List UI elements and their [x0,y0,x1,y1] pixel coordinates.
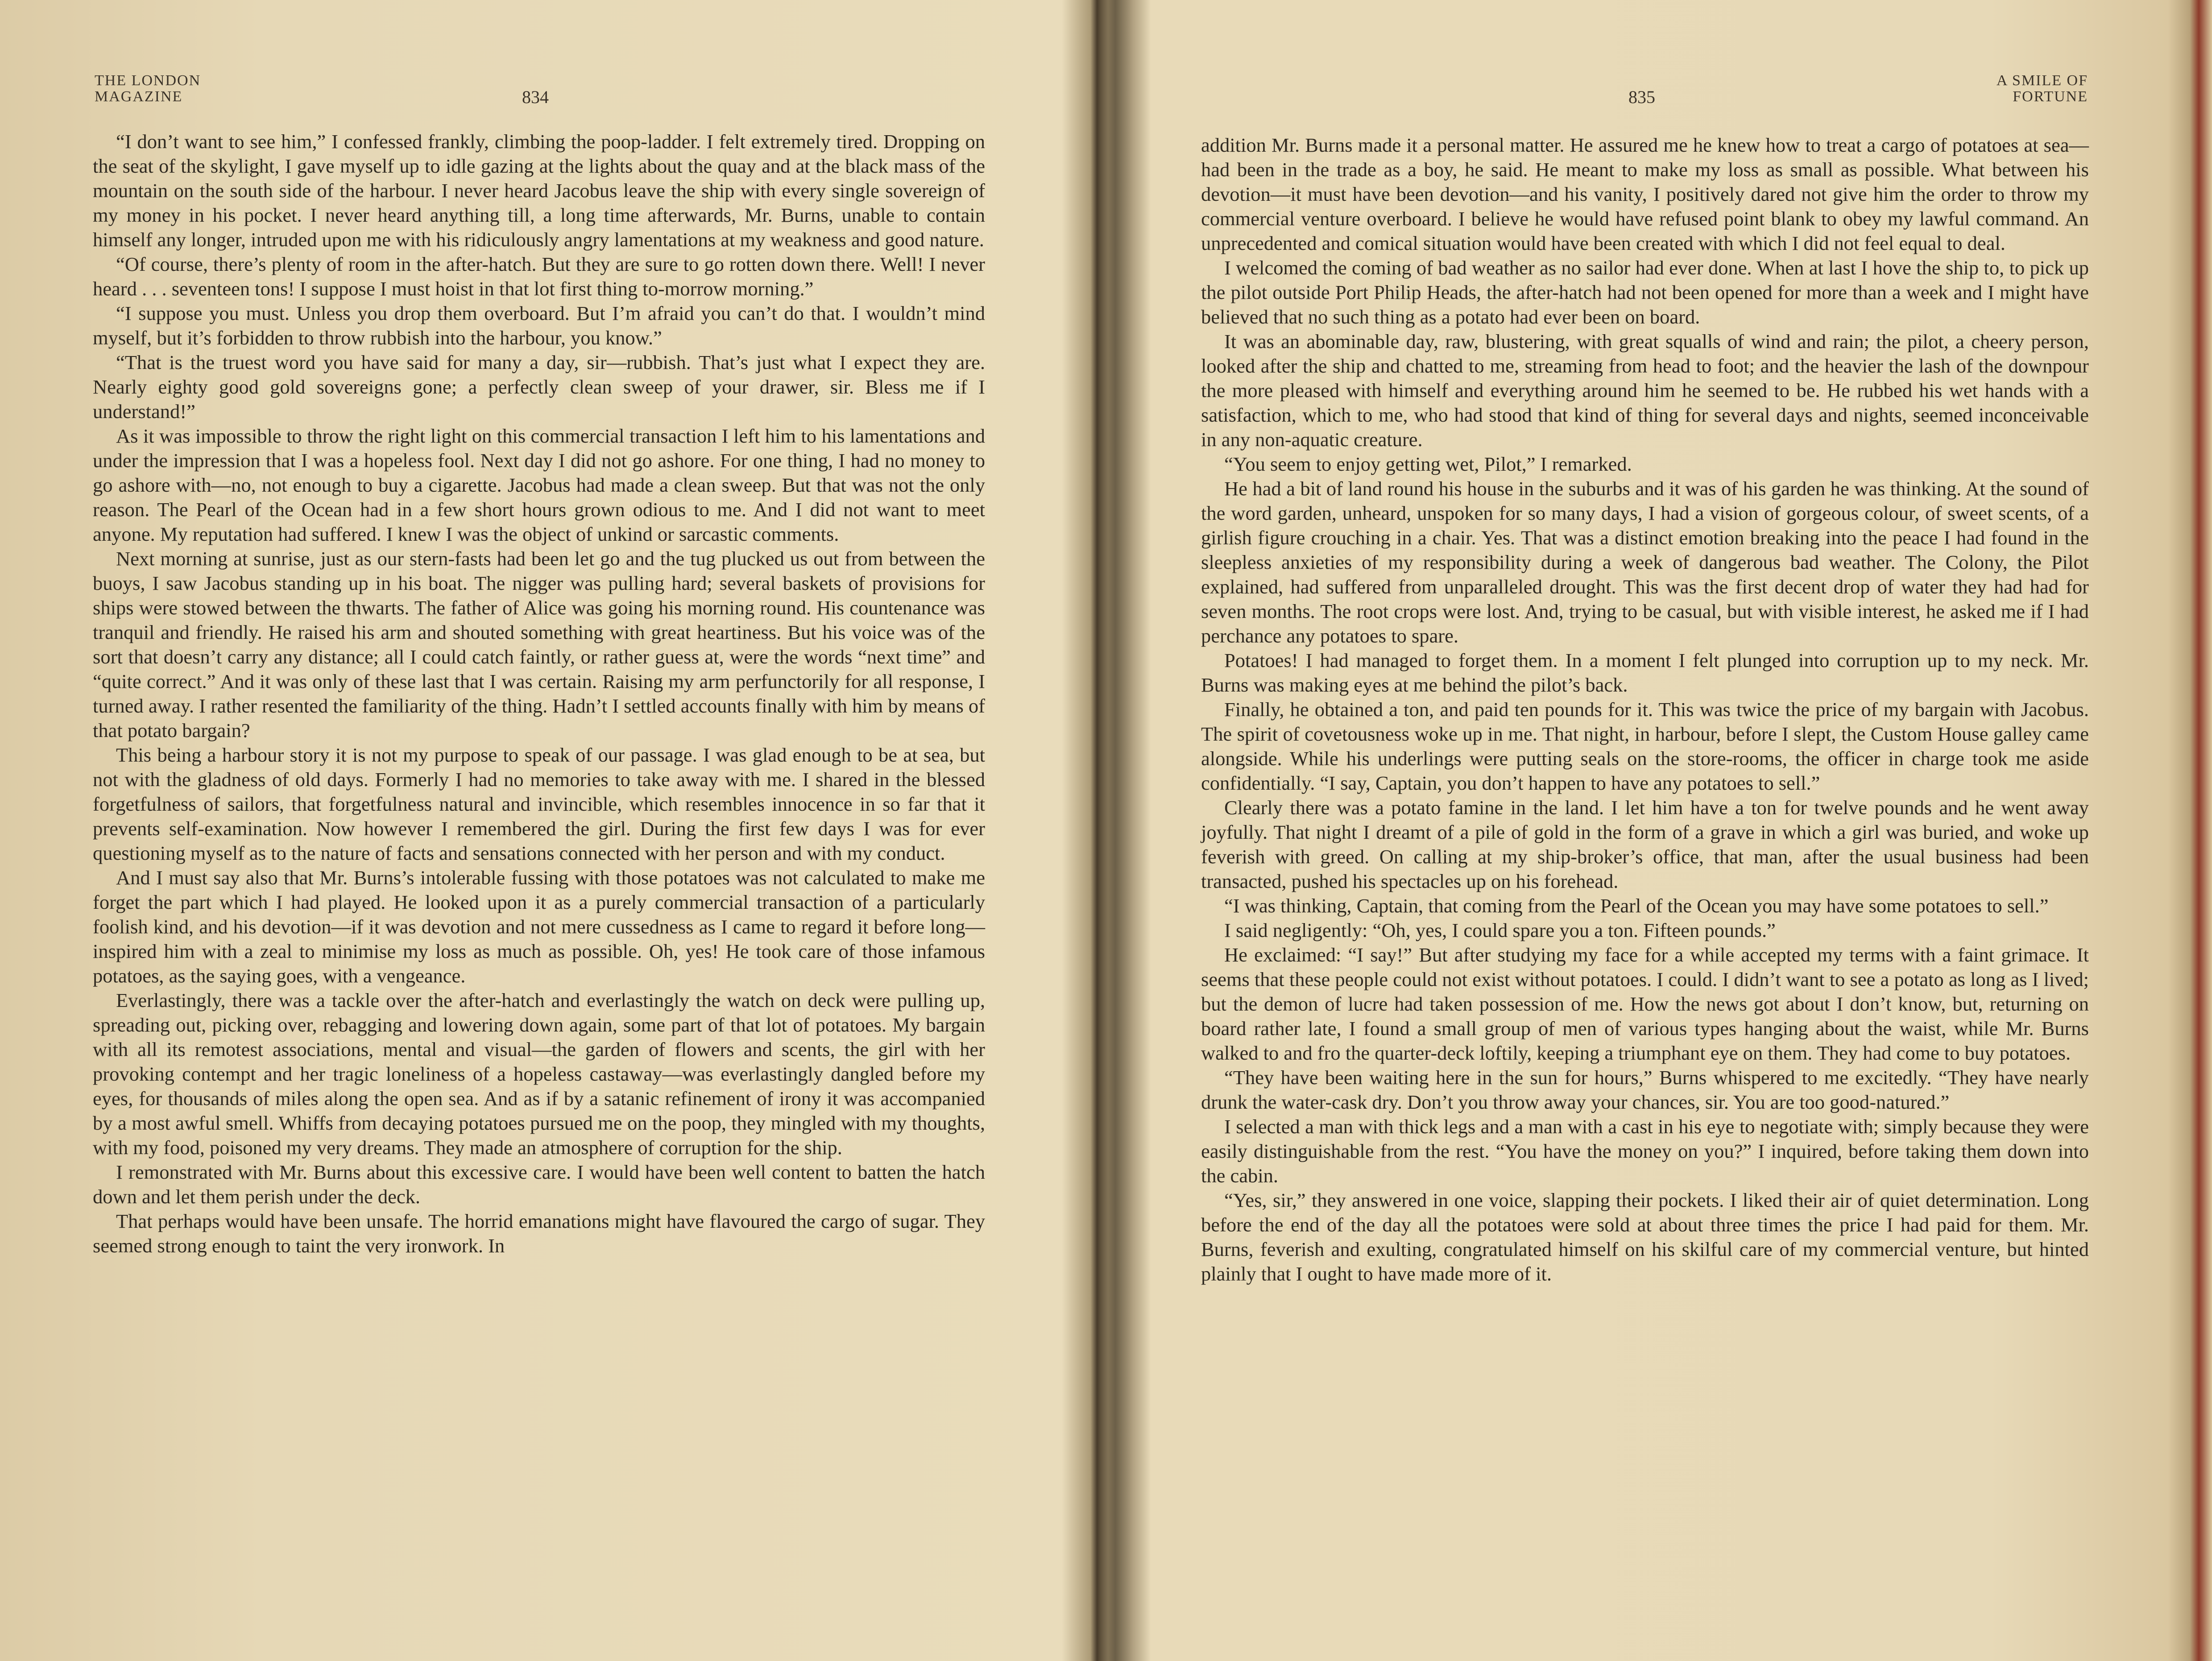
right-page [1111,0,2200,1661]
paragraph: “They have been waiting here in the sun for hours,” Burns whispered to me excitedly. “They have nearly drunk the water-cask dry. Don’t you throw away your chances, sir. You are too good-natured.” [1201,1066,2089,1113]
paragraph: Potatoes! I had managed to forget them. In a moment I felt plunged into corruption up to my neck. Mr. Burns was making eyes at me behind the pilot’s back. [1201,649,2089,696]
paragraph: I said negligently: “Oh, yes, I could spare you a ton. Fifteen pounds.” [1224,919,1776,941]
paragraph: Everlastingly, there was a tackle over the after-hatch and everlastingly the watch on deck were pulling up, spreading out, picking over, rebagging and lowering down again, some part of that lot of potatoes. My bargain with all its remotest associations, mental and visual—the garden of flowers and scents, the girl with her provoking contempt and her tragic loneliness of a hopeless castaway—was everlastingly dangled before my eyes, for thousands of miles along the open sea. And as if by a satanic refinement of irony it was accompanied by a most awful smell. Whiffs from decaying potatoes pursued me on the poop, they mingled with my thoughts, with my food, poisoned my very dreams. They made an atmosphere of corruption for the ship. [93,989,985,1159]
paragraph: I remonstrated with Mr. Burns about this excessive care. I would have been well content to batten the hatch down and let them perish under the deck. [93,1161,985,1208]
paragraph: And I must say also that Mr. Burns’s intolerable fussing with those potatoes was not calculated to make me forget the part which I had played. He looked upon it as a purely commercial transaction of a particularly foolish kind, and his devotion—if it was devotion and not mere cussedness as I came to regard it before long—inspired him with a zeal to minimise my loss as much as possible. Oh, yes! He took care of those infamous potatoes, as the saying goes, with a vengeance. [93,866,985,987]
paragraph: He had a bit of land round his house in the suburbs and it was of his garden he was thinking. At the sound of the word garden, unheard, unspoken for so many days, I had a vision of gorgeous colour, of sweet scents, of a girlish figure crouching in a chair. Yes. That was a distinct emotion breaking into the peace I had found in the sleepless anxieties of my responsibility during a week of dangerous bad weather. The Colony, the Pilot explained, had suffered from unparalleled drought. This was the first decent drop of water they had had for seven months. The root crops were lost. And, trying to be casual, but with visible interest, he asked me if I had perchance any potatoes to spare. [1201,477,2089,647]
paragraph: “I suppose you must. Unless you drop them overboard. But I’m afraid you can’t do that. I wouldn’t mind myself, but it’s forbidden to throw rubbish into the harbour, you know.” [93,302,985,349]
paragraph: This being a harbour story it is not my purpose to speak of our passage. I was glad enough to be at sea, but not with the gladness of old days. Formerly I had no memories to take away with me. I shared in the blessed forgetfulness of sailors, that forgetfulness natural and invincible, which resembles innocence in so far that it prevents self-examination. Now however I remembered the girl. During the first few days I was for ever questioning myself as to the nature of facts and sensations connected with her person and with my conduct. [93,744,985,864]
right-running-head [1981,73,2088,105]
paragraph: I welcomed the coming of bad weather as no sailor had ever done. When at last I hove the ship to, to pick up the pilot outside Port Philip Heads, the after-hatch had not been opened for more than a week and I might have believed that no such thing as a potato had ever been on board. [1201,257,2089,328]
paragraph: It was an abominable day, raw, blustering, with great squalls of wind and rain; the pilot, a cheery person, looked after the ship and chatted to me, streaming from head to foot; and the heavier the lash of the downpour the more pleased with himself and everything around him he seemed to be. He rubbed his wet hands with a satisfaction, which to me, who had stood that kind of thing for several days and nights, seemed inconceivable in any non-aquatic creature. [1201,330,2089,451]
left-page [0,0,1089,1661]
right-page-number: 835 [1628,87,1655,107]
paragraph: “Yes, sir,” they answered in one voice, slapping their pockets. I liked their air of quiet determination. Long before the end of the day all the potatoes were sold at about three times the price I had paid for them. Mr. Burns, feverish and exulting, congratulated himself on his skilful care of my commercial venture, but hinted plainly that I ought to have made more of it. [1201,1189,2089,1285]
paragraph: addition Mr. Burns made it a personal matter. He assured me he knew how to treat a cargo of potatoes at sea—had been in the trade as a boy, he said. He meant to make my loss as small as possible. What between his devotion—it must have been devotion—and his vanity, I positively dared not give him the order to throw my commercial venture overboard. I believe he would have refused point blank to obey my lawful command. An unprecedented and comical situation would have been created with which I did not feel equal to deal. [1201,134,2089,254]
paragraph: I selected a man with thick legs and a man with a cast in his eye to negotiate with; simply because they were easily distinguishable from the rest. “You have the money on you?” I inquired, before taking them down into the cabin. [1201,1115,2089,1187]
paragraph: “I was thinking, Captain, that coming from the Pearl of the Ocean you may have some potatoes to sell.” [1224,895,2049,917]
paragraph: “You seem to enjoy getting wet, Pilot,” I remarked. [1224,453,1632,475]
paragraph: Clearly there was a potato famine in the land. I let him have a ton for twelve pounds and he went away joyfully. That night I dreamt of a pile of gold in the form of a grave in which a girl was buried, and woke up feverish with greed. On calling at my ship-broker’s office, that man, after the usual business had been transacted, pushed his spectacles up on his forehead. [1201,796,2089,892]
paragraph: That perhaps would have been unsafe. The horrid emanations might have flavoured the cargo of sugar. They seemed strong enough to taint the very ironwork. In [93,1210,985,1257]
right-running-head-line-2: FORTUNE [2013,88,2088,105]
left-running-head-line-2: MAGAZINE [95,88,183,105]
left-running-head [95,73,201,105]
left-page-number: 834 [522,87,549,107]
paragraph: “Of course, there’s plenty of room in the after-hatch. But they are sure to go rotten down there. Well! I never heard . . . seventeen tons! I suppose I must hoist in that lot first thing to-morrow morning.” [93,253,985,300]
paragraph: “That is the truest word you have said for many a day, sir—rubbish. That’s just what I expect they are. Nearly eighty good gold sovereigns gone; a perfectly clean sweep of your drawer, sir. Bless me if I understand!” [93,351,985,422]
left-running-head-line-1: THE LONDON [95,72,201,89]
left-page-text [93,129,985,1258]
paragraph: “I don’t want to see him,” I confessed frankly, climbing the poop-ladder. I felt extremely tired. Dropping on the seat of the skylight, I gave myself up to idle gazing at the lights about the quay and at the black mass of the mountain on the south side of the harbour. I never heard Jacobus leave the ship with every single sovereign of my money in his pocket. I never heard anything till, a long time afterwards, Mr. Burns, unable to contain himself any longer, intruded upon me with his ridiculously angry lamentations at my weakness and good nature. [93,130,985,251]
paragraph: Next morning at sunrise, just as our stern-fasts had been let go and the tug plucked us out from between the buoys, I saw Jacobus standing up in his boat. The nigger was pulling hard; several baskets of provisions for ships were stowed between the thwarts. The father of Alice was going his morning round. His countenance was tranquil and friendly. He raised his arm and shouted something with great heartiness. But his voice was of the sort that doesn’t carry any distance; all I could catch faintly, or rather guess at, were the words “next time” and “quite correct.” And it was only of these last that I was certain. Raising my arm perfunctorily for all response, I turned away. I rather resented the familiarity of the thing. Hadn’t I settled accounts finally with him by means of that potato bargain? [93,547,985,741]
paragraph: As it was impossible to throw the right light on this commercial transaction I left him to his lamentations and under the impression that I was a hopeless fool. Next day I did not go ashore. For one thing, I had no money to go ashore with—no, not enough to buy a cigarette. Jacobus had made a clean sweep. But that was not the only reason. The Pearl of the Ocean had in a few short hours grown odious to me. And I did not want to meet anyone. My reputation had suffered. I knew I was the object of unkind or sarcastic comments. [93,425,985,545]
right-page-text [1201,133,2089,1286]
right-running-head-line-1: A SMILE OF [1996,72,2088,89]
paragraph: Finally, he obtained a ton, and paid ten pounds for it. This was twice the price of my bargain with Jacobus. The spirit of covetousness woke up in me. That night, in harbour, before I slept, the Custom House galley came alongside. While his underlings were putting seals on the store-rooms, the officer in charge took me aside confidentially. “I say, Captain, you don’t happen to have any potatoes to sell.” [1201,698,2089,794]
paragraph: He exclaimed: “I say!” But after studying my face for a while accepted my terms with a faint grimace. It seems that these people could not exist without potatoes. I could. I didn’t want to see a potato as long as I lived; but the demon of lucre had taken possession of me. How the news got about I don’t know, but, returning on board rather late, I found a small group of men of various types hanging about the waist, while Mr. Burns walked to and fro the quarter-deck loftily, keeping a triumphant eye on them. They had come to buy potatoes. [1201,944,2089,1064]
